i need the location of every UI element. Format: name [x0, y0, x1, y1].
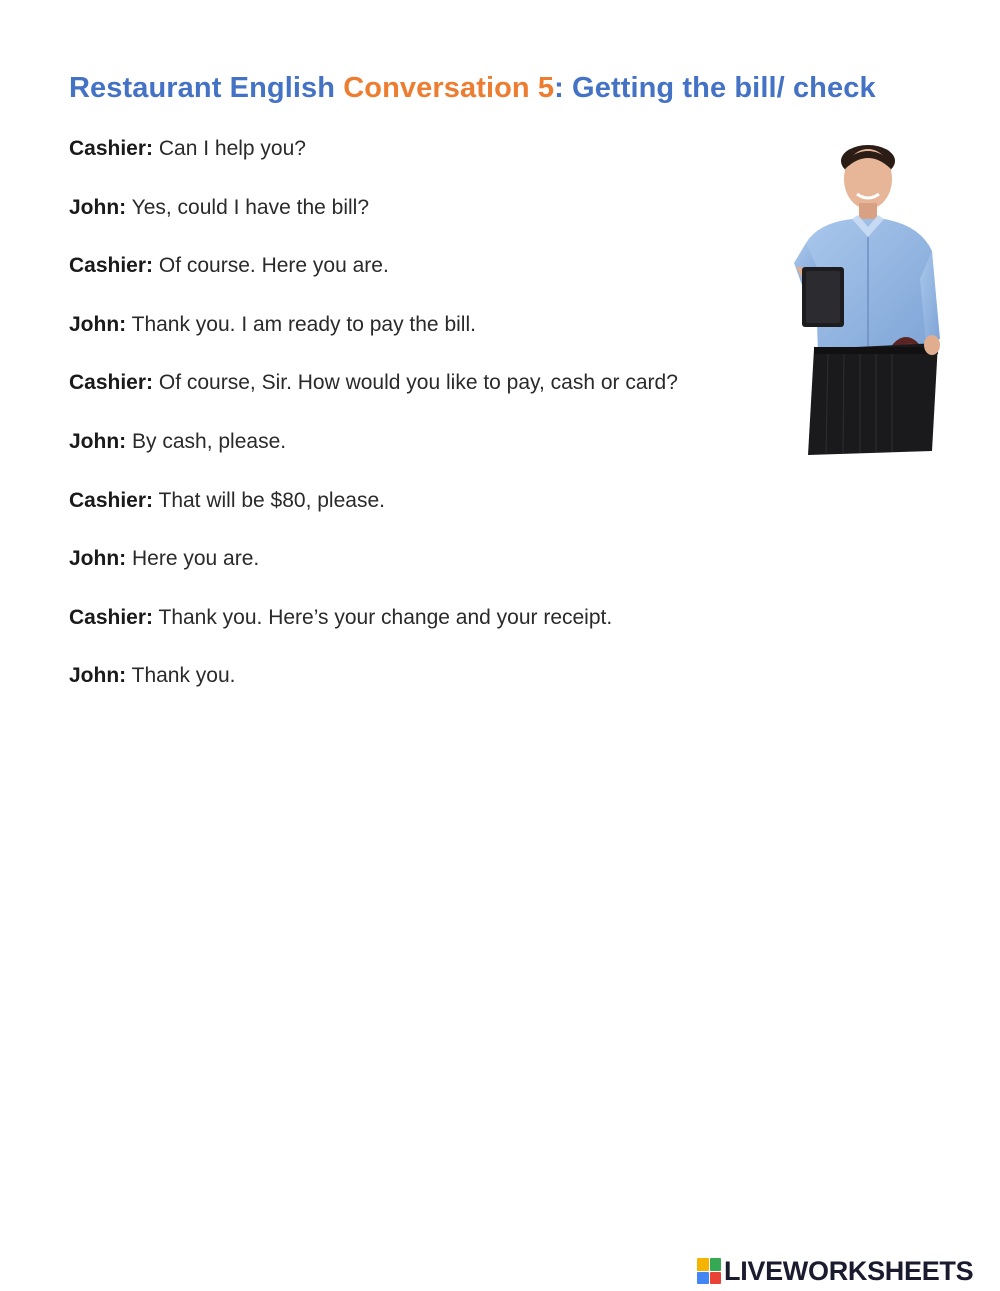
logo-mark-icon [697, 1258, 721, 1284]
dialogue-line [69, 311, 739, 370]
dialogue-text: Thank you. I am ready to pay the bill. [126, 312, 476, 336]
waiter-photo [748, 139, 960, 457]
dialogue-line [69, 252, 739, 311]
logo-text: LIVEWORKSHEETS [724, 1255, 974, 1286]
dialogue-line [69, 194, 739, 253]
dialogue-line [69, 662, 739, 721]
dialogue-text: Can I help you? [153, 137, 306, 160]
logo-tile [697, 1258, 709, 1271]
dialogue-text: Of course. Here you are. [153, 254, 389, 278]
logo-tile [710, 1272, 722, 1285]
speaker-label: John: [69, 195, 127, 219]
dialogue-line [69, 487, 739, 546]
page-title [69, 72, 876, 105]
liveworksheets-logo [697, 1256, 973, 1286]
dialogue-text: Thank you. [126, 664, 236, 688]
speaker-label: Cashier: [69, 254, 154, 278]
dialogue-text: Thank you. Here’s your change and your receipt. [153, 605, 613, 629]
dialogue [69, 135, 739, 721]
logo-tile [710, 1258, 722, 1271]
dialogue-text: Yes, could I have the bill? [126, 195, 369, 219]
logo-tile [697, 1272, 709, 1285]
speaker-label: John: [69, 312, 127, 336]
dialogue-line [69, 135, 739, 194]
title-part-conversation: Conversation 5 [343, 72, 555, 104]
speaker-label: Cashier: [69, 371, 154, 395]
dialogue-text: By cash, please. [126, 429, 287, 453]
waiter-illustration-icon [748, 139, 960, 457]
speaker-label: John: [69, 547, 127, 571]
speaker-label: Cashier: [69, 137, 154, 160]
dialogue-line [69, 369, 739, 428]
dialogue-text: Here you are. [126, 547, 260, 571]
speaker-label: John: [69, 664, 127, 688]
speaker-label: Cashier: [69, 605, 154, 629]
dialogue-line [69, 428, 739, 487]
title-part-series: Restaurant English [69, 72, 344, 104]
dialogue-line [69, 545, 739, 604]
dialogue-text: Of course, Sir. How would you like to pay, cash or card? [153, 371, 678, 395]
dialogue-line [69, 604, 739, 663]
speaker-label: John: [69, 429, 127, 453]
title-part-topic: : Getting the bill/ check [554, 72, 876, 104]
dialogue-text: That will be $80, please. [153, 488, 385, 512]
speaker-label: Cashier: [69, 488, 154, 512]
